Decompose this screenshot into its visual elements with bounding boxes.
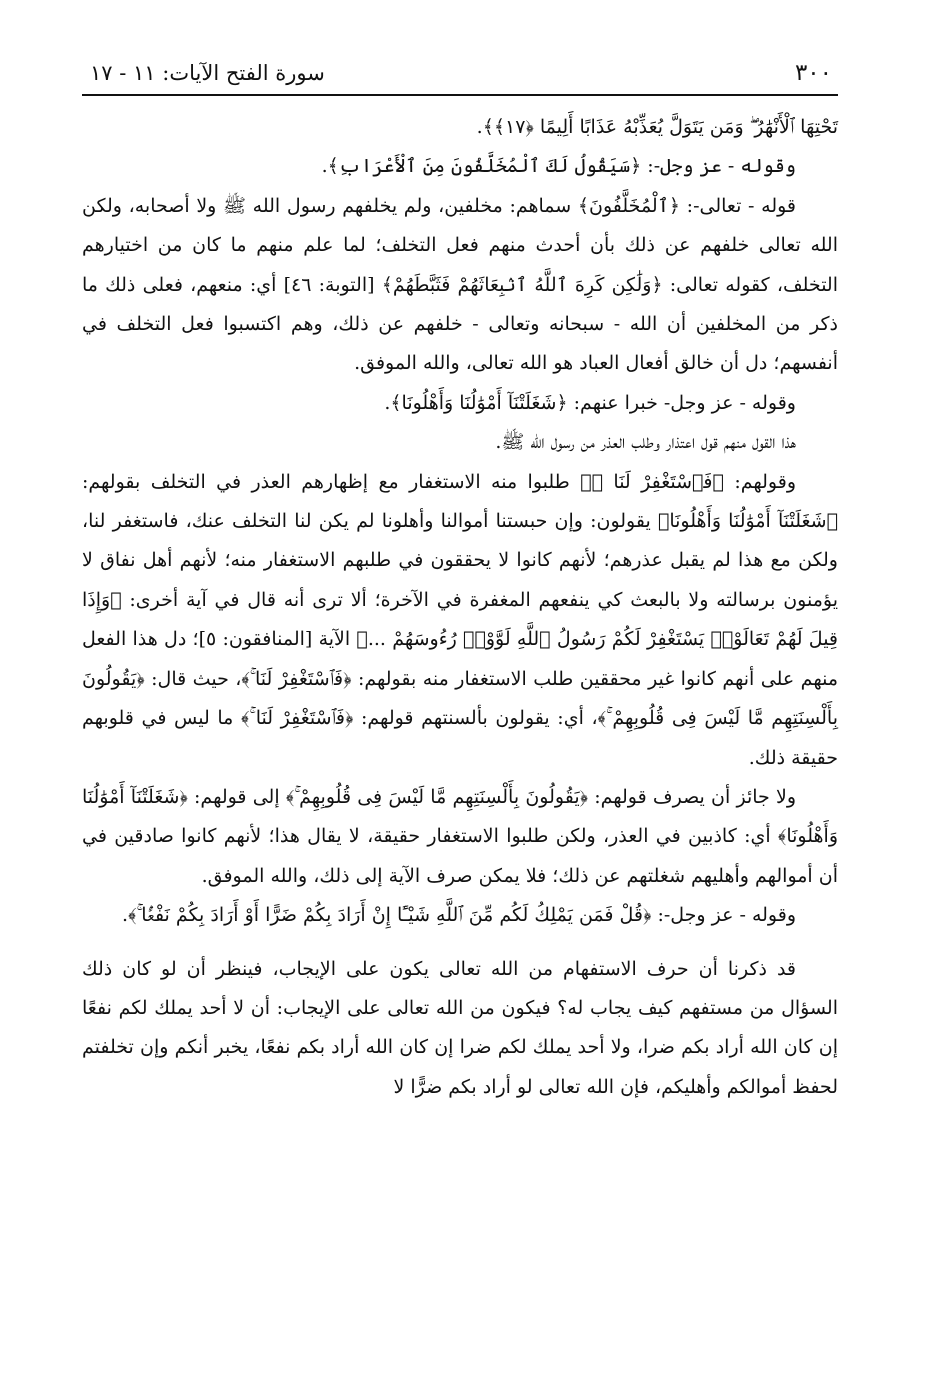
paragraph: ولا جائز أن يصرف قولهم: ﴿يَقُولُونَ بِأَلْسِنَتِهِم مَّا لَيْسَ فِى قُلُوبِهِمْ ۚ﴾ إلى قولهم: ﴿شَغَلَتْنَآ أَمْوَٰلُنَا وَأَهْلُونَا﴾ أي: كاذبين في العذر، ولكن طلبوا الاستغفار حقيقة، لا يقال هذا؛ لأنهم كانوا صادقين في أن أموالهم وأهليهم شغلتهم عن ذلك؛ فلا يمكن صرف الآية إلى ذلك، والله الموفق. [82, 785, 838, 887]
paragraph: وقولهم: ﴿فَٱسْتَغْفِرْ لَنَا ۚ﴾ طلبوا منه الاستغفار مع إظهارهم العذر في التخلف بقولهم: ﴿شَغَلَتْنَآ أَمْوَٰلُنَا وَأَهْلُونَا﴾ يقولون: وإن حبستنا أموالنا وأهلونا لم يكن لنا التخلف عنك، فاستغفر لنا، ولكن مع هذا لم يقبل عذرهم؛ لأنهم كانوا لا يحققون في طلبهم الاستغفار منه؛ لأنهم أهل نفاق لا يؤمنون برسالته ولا بالبعث كي ينفعهم المغفرة في الآخرة؛ ألا ترى أنه قال في آية أخرى: ﴿وَإِذَا قِيلَ لَهُمْ تَعَالَوْا۟ يَسْتَغْفِرْ لَكُمْ رَسُولُ ٱللَّهِ لَوَّوْا۟ رُءُوسَهُمْ ...﴾ الآية [المنافقون: ٥]؛ دل هذا الفعل منهم على أنهم كانوا غير محققين طلب الاستغفار منه بقولهم: ﴿فَٱسْتَغْفِرْ لَنَا ۚ﴾، حيث قال: ﴿يَقُولُونَ بِأَلْسِنَتِهِم مَّا لَيْسَ فِى قُلُوبِهِمْ ۚ﴾، أي: يقولون بألسنتهم قولهم: ﴿فَٱسْتَغْفِرْ لَنَا ۚ﴾ ما ليس في قلوبهم حقيقة ذلك. [82, 470, 839, 769]
book-page [82, 56, 838, 1356]
running-header [82, 56, 838, 96]
paragraph: قد ذكرنا أن حرف الاستفهام من الله تعالى يكون على الإيجاب، فينظر أن لو كان ذلك السؤال من مستفهم كيف يجاب له؟ فيكون من الله تعالى على الإيجاب: أن لا أحد يملك لكم نفعًا إن كان الله أراد بكم ضرا، ولا أحد يملك لكم ضرا إن كان الله أراد بكم نفعًا، يخبر أنكم وإن تخلفتم لحفظ أموالكم وأهليكم، فإن الله تعالى لو أراد بكم ضرًّا لا [82, 957, 838, 1098]
paragraph-spacer [82, 936, 838, 950]
paragraph: تَحْتِهَا ٱلْأَنْهَٰرُ ۖ وَمَن يَتَوَلَّ يُعَذِّبْهُ عَذَابًا أَلِيمًا ﴿١٧﴾﴾. [476, 116, 838, 138]
paragraph: هذا القول منهم قول اعتذار وطلب العذر من رسول الله ﷺ. [495, 431, 796, 454]
paragraph: وقوله - عز وجل- خبرا عنهم: ﴿شَغَلَتْنَآ أَمْوَٰلُنَا وَأَهْلُونَا﴾. [384, 391, 796, 414]
paragraph: قوله - تعالى-: ﴿ٱلْمُخَلَّفُونَ﴾ سماهم: مخلفين، ولم يخلفهم رسول الله ﷺ ولا أصحابه، ولكن الله تعالى خلفهم عن ذلك بأن أحدث منهم فعل التخلف؛ لما علم منهم ما كان من اختيارهم التخلف، كقوله تعالى: ﴿وَلَٰكِن كَرِهَ ٱللَّهُ ٱنۢبِعَاثَهُمْ فَثَبَّطَهُمْ﴾ [التوبة: ٤٦] أي: منعهم، فعلى ذلك ما ذكر من المخلفين أن الله - سبحانه وتعالى - خلفهم عن ذلك، وهم اكتسبوا فعل التخلف في أنفسهم؛ دل أن خالق أفعال العباد هو الله تعالى، والله الموفق. [82, 194, 838, 375]
page-body [82, 96, 838, 1107]
surah-title: سورة الفتح الآيات: ١١ - ١٧ [90, 61, 325, 85]
paragraph: وقوله - عز وجل-: ﴿قُلْ فَمَن يَمْلِكُ لَكُم مِّنَ ٱللَّهِ شَيْـًٔا إِنْ أَرَادَ بِكُمْ ضَرًّا أَوْ أَرَادَ بِكُمْ نَفْعًۢا ۚ﴾. [122, 904, 796, 927]
page-number: ٣٠٠ [794, 60, 832, 86]
paragraph: وقوله - عز وجل-: ﴿سَيَقُولُ لَكَ ٱلْمُخَلَّفُونَ مِنَ ٱلْأَعْرَابِ﴾. [321, 155, 796, 178]
